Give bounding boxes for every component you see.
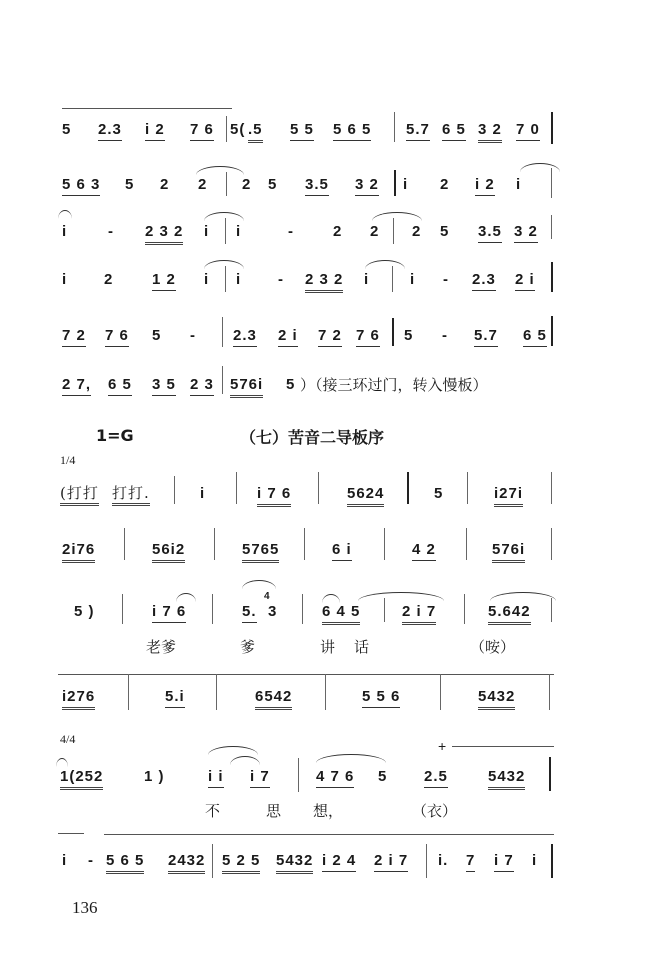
note: - — [443, 271, 449, 288]
note: - — [108, 223, 114, 240]
note: 2 — [104, 271, 114, 288]
note: i — [364, 271, 370, 288]
tie-line — [104, 834, 554, 835]
note: 7 2 — [318, 327, 342, 347]
note: .5 — [248, 121, 263, 143]
note: 5 — [404, 327, 414, 344]
barline — [318, 472, 319, 504]
barline — [551, 215, 552, 239]
plus-mark: + — [438, 738, 447, 754]
note: 5.642 — [488, 603, 531, 625]
barline — [304, 528, 305, 560]
barline — [440, 674, 441, 710]
note: 5765 — [242, 541, 279, 563]
tie-line — [58, 833, 84, 834]
percussion-note: 打打. — [112, 484, 150, 506]
note: 56i2 — [152, 541, 185, 563]
barline — [464, 594, 465, 624]
note: i 2 — [475, 176, 495, 196]
barline — [551, 112, 553, 144]
barline — [225, 218, 226, 244]
time-signature: 1/4 — [60, 453, 76, 467]
barline — [549, 674, 550, 710]
slur — [56, 758, 68, 767]
lyric: （咹） — [470, 638, 516, 656]
note: 2 — [160, 176, 170, 193]
note: 5 5 — [290, 121, 314, 141]
note: i — [532, 852, 538, 869]
note: i 2 4 — [322, 852, 356, 872]
note: i. — [438, 852, 449, 869]
tie-line — [62, 108, 232, 109]
note: 576i — [492, 541, 525, 563]
note: 6 5 — [108, 376, 132, 396]
note: 5 — [378, 768, 388, 785]
note: i — [200, 485, 206, 502]
note: 7 6 — [356, 327, 380, 347]
note: 7 2 — [62, 327, 86, 347]
page-number: 136 — [72, 898, 98, 917]
grace-note: 4 — [264, 591, 271, 602]
key-signature: 1=G — [96, 426, 134, 445]
barline — [236, 472, 237, 504]
note: 3 2 — [514, 223, 538, 243]
barline — [226, 172, 227, 196]
barline — [392, 318, 394, 346]
barline — [384, 528, 385, 560]
note: 5.7 — [474, 327, 498, 347]
slur — [242, 580, 276, 589]
barline — [549, 757, 551, 791]
note: 3 — [268, 603, 278, 620]
note: 5.i — [165, 688, 185, 708]
note: 5 5 6 — [362, 688, 400, 708]
lyric: （衣） — [412, 802, 458, 820]
note: 2 — [440, 176, 450, 193]
note: 2 — [198, 176, 208, 193]
note: 3 2 — [478, 121, 502, 143]
note: 576i — [230, 376, 263, 398]
note: 2 3 2 — [145, 223, 183, 245]
note: 2 7, — [62, 376, 91, 396]
note: 5 — [62, 121, 72, 138]
note: 5 — [125, 176, 135, 193]
lyric: 话 — [354, 638, 370, 656]
note: i 2 — [145, 121, 165, 141]
barline — [212, 844, 213, 878]
note: 2 i — [278, 327, 298, 347]
barline — [551, 168, 552, 198]
note: - — [88, 852, 94, 869]
note: i27i — [494, 485, 523, 507]
note: 2i76 — [62, 541, 95, 563]
note: i 7 — [494, 852, 514, 872]
barline — [325, 674, 326, 710]
barline — [226, 116, 227, 142]
note: 2 3 — [190, 376, 214, 396]
note: 2 — [370, 223, 380, 240]
note: 7 6 — [105, 327, 129, 347]
performance-annotation: ）（接三环过门，转入慢板） — [300, 376, 488, 394]
barline — [551, 528, 552, 560]
lyric: 思 — [266, 802, 282, 820]
note: i — [236, 223, 242, 240]
note: 7 6 — [190, 121, 214, 141]
note: 2 — [242, 176, 252, 193]
slur — [208, 746, 258, 755]
note: 5 6 5 — [333, 121, 371, 141]
note: 5 6 3 — [62, 176, 100, 196]
barline — [394, 170, 396, 196]
note: 4 2 — [412, 541, 436, 561]
note: 3.5 — [305, 176, 329, 196]
barline — [426, 844, 427, 878]
note: i — [204, 271, 210, 288]
note: 5.7 — [406, 121, 430, 141]
barline — [225, 266, 226, 292]
note: 1 ) — [144, 768, 165, 785]
note: 1 2 — [152, 271, 176, 291]
barline — [214, 528, 215, 560]
note: 6 5 — [442, 121, 466, 141]
note: 5 6 5 — [106, 852, 144, 874]
note: i 7 6 — [257, 485, 291, 507]
note: 4 7 6 — [316, 768, 354, 788]
slur — [322, 594, 340, 603]
barline — [222, 317, 223, 347]
note: 7 — [466, 852, 475, 872]
note: 2 i 7 — [402, 603, 436, 625]
note: 6542 — [255, 688, 292, 710]
note: i — [62, 852, 68, 869]
note: 2 i 7 — [374, 852, 408, 872]
slur — [316, 754, 386, 763]
note: 3.5 — [478, 223, 502, 243]
lyric: 老爹 — [146, 638, 177, 656]
note: 7 0 — [516, 121, 540, 141]
slur — [230, 756, 260, 765]
note: 2432 — [168, 852, 205, 874]
barline — [124, 528, 125, 560]
barline — [551, 262, 553, 292]
lyric: 不 — [205, 802, 221, 820]
slur — [520, 163, 560, 172]
note: i — [236, 271, 242, 288]
note: 5432 — [478, 688, 515, 710]
divider-line — [58, 674, 554, 675]
note: i — [410, 271, 416, 288]
note: i — [204, 223, 210, 240]
slur — [358, 592, 444, 601]
barline — [551, 598, 552, 622]
slur — [204, 260, 244, 269]
percussion-note: (打打 — [60, 484, 99, 506]
barline — [551, 472, 552, 504]
note: 5 — [152, 327, 162, 344]
note: 5 2 5 — [222, 852, 260, 874]
note: 6 5 — [523, 327, 547, 347]
note: 2.3 — [233, 327, 257, 347]
barline — [467, 472, 468, 504]
note: 3 5 — [152, 376, 176, 396]
note: i276 — [62, 688, 95, 710]
note: 2.5 — [424, 768, 448, 788]
barline — [551, 844, 553, 878]
slur — [372, 212, 422, 221]
time-signature: 4/4 — [60, 732, 76, 746]
note: 2 — [412, 223, 422, 240]
note: 6 4 5 — [322, 603, 360, 625]
slur — [204, 212, 244, 221]
note: 5( — [230, 121, 246, 138]
note: 3 2 — [355, 176, 379, 196]
barline — [298, 758, 299, 792]
note: 5432 — [276, 852, 313, 874]
note: i — [62, 223, 68, 240]
note: 2 i — [515, 271, 535, 291]
barline — [222, 366, 223, 394]
note: 5 — [440, 223, 450, 240]
barline — [394, 112, 395, 142]
barline — [216, 674, 217, 710]
tie-line — [452, 746, 554, 747]
note: 5. — [242, 603, 257, 623]
barline — [122, 594, 123, 624]
slur — [196, 166, 244, 175]
note: i 7 6 — [152, 603, 186, 623]
note: 2.3 — [472, 271, 496, 291]
note: 5 — [434, 485, 444, 502]
note: 5 ) — [74, 603, 95, 620]
barline — [174, 476, 175, 504]
barline — [128, 674, 129, 710]
barline — [466, 528, 467, 560]
barline — [302, 594, 303, 624]
barline — [212, 594, 213, 624]
barline — [393, 218, 394, 244]
note: 2.3 — [98, 121, 122, 141]
note: i — [516, 176, 522, 193]
slur — [490, 592, 556, 601]
slur — [58, 210, 72, 219]
note: - — [288, 223, 294, 240]
note: 2 3 2 — [305, 271, 343, 293]
note: - — [190, 327, 196, 344]
note: 1(252 — [60, 768, 103, 790]
note: 5 — [268, 176, 278, 193]
note: 2 — [333, 223, 343, 240]
note: 6 i — [332, 541, 352, 561]
section-title: （七）苦音二导板序 — [240, 428, 385, 447]
note: - — [278, 271, 284, 288]
lyric: 想， — [313, 802, 344, 820]
barline — [384, 598, 385, 622]
note: i 7 — [250, 768, 270, 788]
note: i — [62, 271, 68, 288]
slur — [176, 593, 196, 602]
note: i i — [208, 768, 224, 788]
lyric: 爹 — [240, 638, 256, 656]
note: i — [403, 176, 409, 193]
barline — [407, 472, 409, 504]
slur — [365, 260, 405, 269]
note: - — [442, 327, 448, 344]
lyric: 讲 — [320, 638, 336, 656]
note: 5432 — [488, 768, 525, 790]
note: 5 — [286, 376, 296, 393]
note: 5624 — [347, 485, 384, 507]
barline — [551, 316, 553, 346]
barline — [392, 266, 393, 292]
